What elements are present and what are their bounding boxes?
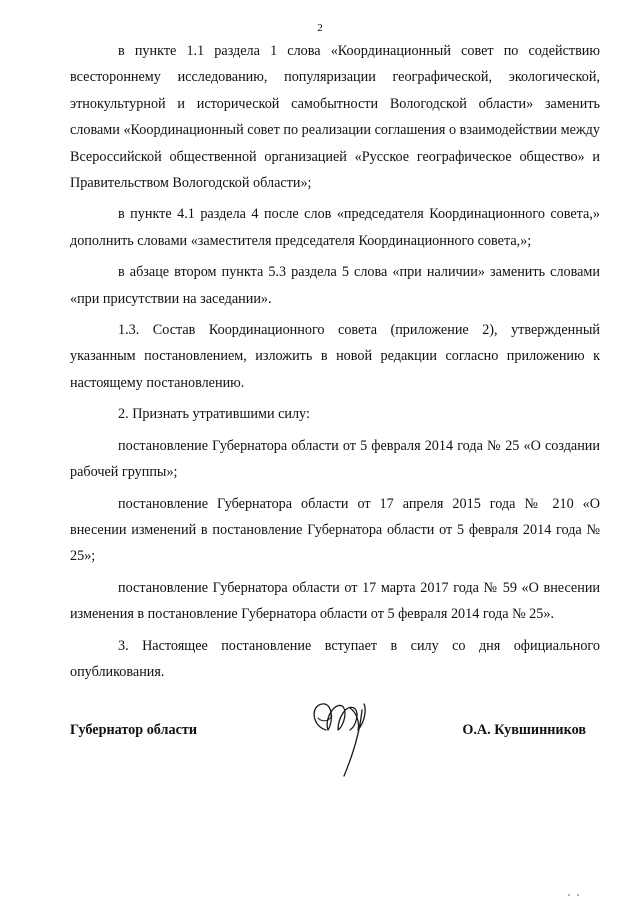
paragraph-item-4-1: в пункте 4.1 раздела 4 после слов «председателя Координационного совета,» дополнить словами «заместителя председателя Координационного совета,»; xyxy=(70,206,600,249)
handwritten-signature xyxy=(304,690,372,782)
page-number: 2 xyxy=(317,22,323,34)
scan-marks xyxy=(566,890,586,900)
paragraph-3-effective: 3. Настоящее постановление вступает в силу со дня официального опубликования. xyxy=(70,637,600,680)
paragraph-1-3: 1.3. Состав Координационного совета (приложение 2), утвержденный указанным постановлением, изложить в новой редакции согласно приложению к настоящему постановлению. xyxy=(70,322,600,391)
signatory-name: О.А. Кувшинников xyxy=(462,722,586,738)
paragraph-item-1-1: в пункте 1.1 раздела 1 слова «Координационный совет по содействию всестороннему исследованию, популяризации географической, экологической, этнокультурной и исторической самобытности Вологодской области» заменить словами «Координационный совет по реализации соглашения о взаимодействии между Всероссийской общественной организацией «Русское географическое общество» и Правительством Вологодской области»; xyxy=(70,43,600,192)
paragraph-repealed-1: постановление Губернатора области от 5 февраля 2014 года № 25 «О создании рабочей группы»; xyxy=(70,437,600,481)
document-body xyxy=(70,38,600,685)
paragraph-item-5-3: в абзаце втором пункта 5.3 раздела 5 слова «при наличии» заменить словами «при присутствии на заседании». xyxy=(70,264,600,307)
paragraph-repealed-2: постановление Губернатора области от 17 апреля 2015 года № 210 «О внесении изменений в постановление Губернатора области от 5 февраля 2014 года № 25»; xyxy=(70,495,600,565)
paragraph-2-heading: 2. Признать утратившими силу: xyxy=(118,406,310,423)
paragraph-repealed-3: постановление Губернатора области от 17 марта 2017 года № 59 «О внесении изменения в постановление Губернатора области от 5 февраля 2014 года № 25». xyxy=(70,579,600,623)
signatory-title: Губернатор области xyxy=(70,722,198,738)
